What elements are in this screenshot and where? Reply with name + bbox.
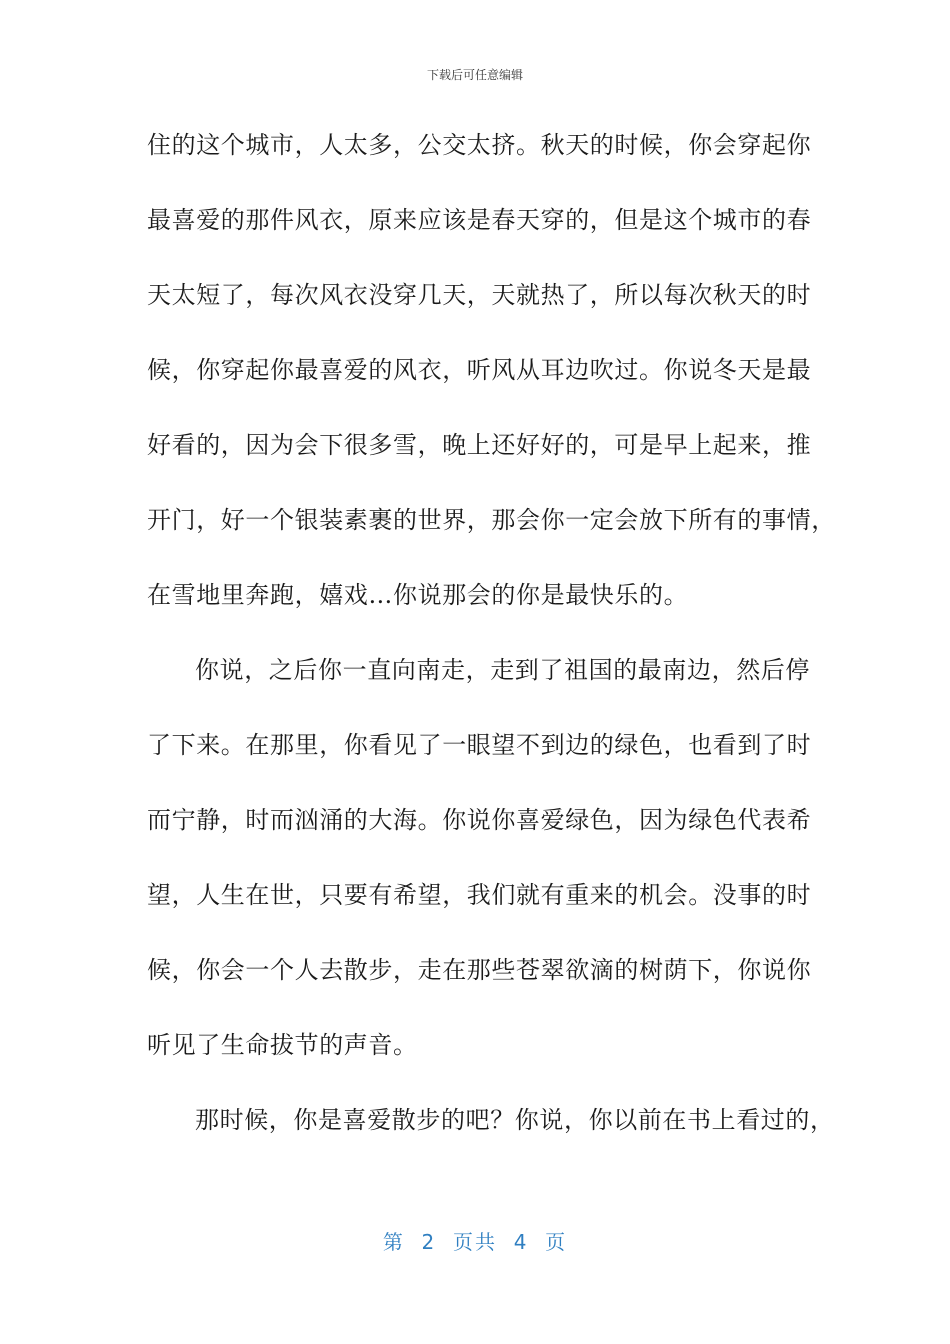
text-line: 最喜爱的那件风衣，原来应该是春天穿的，但是这个城市的春 xyxy=(147,206,812,234)
text-line: 候，你会一个人去散步，走在那些苍翠欲滴的树荫下，你说你 xyxy=(147,956,812,984)
page-header: 下载后可任意编辑 xyxy=(426,68,523,82)
paragraph-first-line: 那时候，你是喜爱散步的吧？你说，你以前在书上看过的， xyxy=(195,1106,835,1134)
text-line: 住的这个城市，人太多，公交太挤。秋天的时候，你会穿起你 xyxy=(147,131,812,159)
text-line: 而宁静，时而汹涌的大海。你说你喜爱绿色，因为绿色代表希 xyxy=(147,806,812,834)
text-line: 了下来。在那里，你看见了一眼望不到边的绿色，也看到了时 xyxy=(147,731,812,759)
text-line: 望，人生在世，只要有希望，我们就有重来的机会。没事的时 xyxy=(147,881,812,909)
text-line: 候，你穿起你最喜爱的风衣，听风从耳边吹过。你说冬天是最 xyxy=(147,356,812,384)
text-line: 开门，好一个银装素裹的世界，那会你一定会放下所有的事情， xyxy=(147,506,836,534)
page-number-footer: 第 2 页共 4 页 xyxy=(382,1230,568,1254)
text-line: 好看的，因为会下很多雪，晚上还好好的，可是早上起来，推 xyxy=(147,431,812,459)
document-body xyxy=(147,124,836,1174)
text-line: 天太短了，每次风衣没穿几天，天就热了，所以每次秋天的时 xyxy=(147,281,812,309)
paragraph-first-line: 你说，之后你一直向南走，走到了祖国的最南边，然后停 xyxy=(195,656,810,684)
text-line: 在雪地里奔跑，嬉戏…你说那会的你是最快乐的。 xyxy=(147,581,689,609)
text-line: 听见了生命拔节的声音。 xyxy=(147,1031,418,1059)
